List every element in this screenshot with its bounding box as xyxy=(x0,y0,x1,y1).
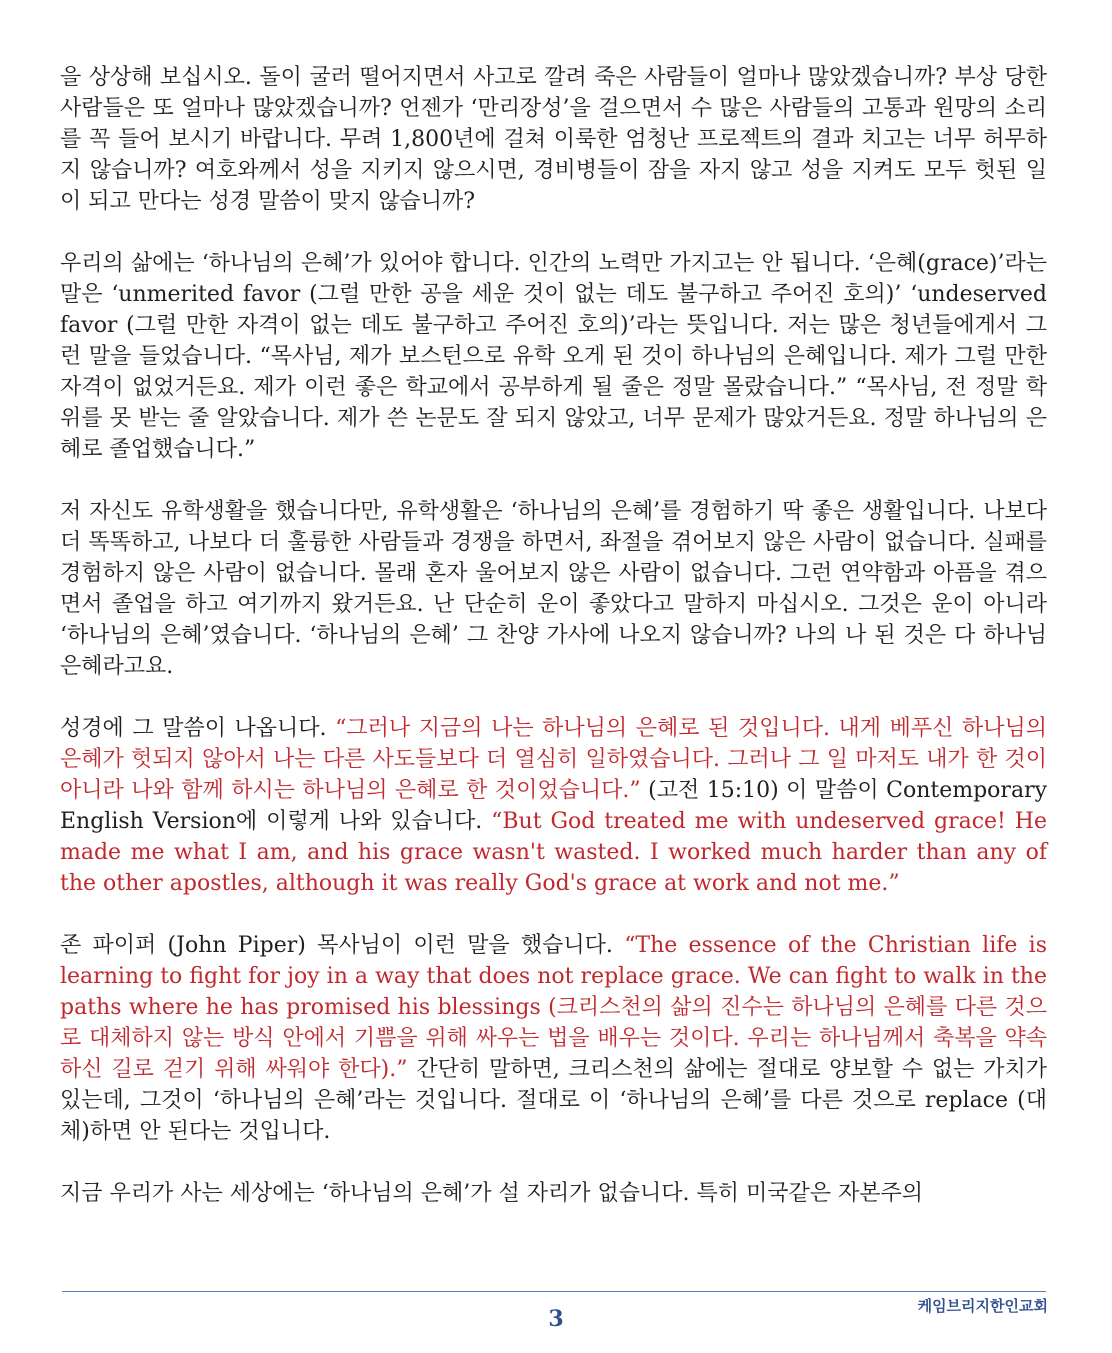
scripture-quote-korean: “그러나 지금의 나는 하나님의 은혜로 된 것입니다. 내게 베푸신 하나님의 은혜가 헛되지 않아서 나는 다른 사도들보다 더 열심히 일하였습니다. 그러나 그 일 마저도 내가 한 것이 아니라 나와 함께 하시는 하나님의 은혜로 한 것이었습니다.” xyxy=(60,716,1047,803)
text-segment: 성경에 그 말씀이 나옵니다. xyxy=(60,716,336,741)
text-segment: 우리의 삶에는 ‘하나님의 은혜’가 있어야 합니다. 인간의 노력만 가지고는 안 됩니다. ‘은혜(grace)’라는 말은 ‘unmerited favor (그럴 만한 공을 세운 것이 없는 데도 불구하고 주어진 호의)’ ‘undeserved favor (그럴 만한 자격이 없는 데도 불구하고 주어진 호의)’라는 뜻입니다. 저는 많은 청년들에게서 그런 말을 들었습니다. “목사님, 제가 보스턴으로 유학 오게 된 것이 하나님의 은혜입니다. 제가 그럴 만한 자격이 없었거든요. 제가 이런 좋은 학교에서 공부하게 될 줄은 정말 몰랐습니다.” “목사님, 전 정말 학위를 못 받는 줄 알았습니다. 제가 쓴 논문도 잘 되지 않았고, 너무 문제가 많았거든요. 정말 하나님의 은혜로 졸업했습니다.” xyxy=(60,251,1047,462)
text-segment: 지금 우리가 사는 세상에는 ‘하나님의 은혜’가 설 자리가 없습니다. 특히 미국같은 자본주의 xyxy=(60,1181,923,1206)
paragraph-6 xyxy=(60,1178,1047,1209)
text-segment: 을 상상해 보십시오. 돌이 굴러 떨어지면서 사고로 깔려 죽은 사람들이 얼마나 많았겠습니까? 부상 당한 사람들은 또 얼마나 많았겠습니까? 언젠가 ‘만리장성’을 걸으면서 수 많은 사람들의 고통과 원망의 소리를 꼭 들어 보시기 바랍니다. 무려 1,800년에 걸쳐 이룩한 엄청난 프로젝트의 결과 치고는 너무 허무하지 않습니까? 여호와께서 성을 지키지 않으시면, 경비병들이 잠을 자지 않고 성을 지켜도 모두 헛된 일이 되고 만다는 성경 말씀이 맞지 않습니까? xyxy=(60,65,1047,214)
text-segment: (고전 15:10) 이 말씀이 Contemporary English Version에 이렇게 나와 있습니다. xyxy=(60,778,1048,834)
paragraph-5 xyxy=(60,930,1047,1147)
scripture-quote-english: “But God treated me with undeserved grace! He made me what I am, and his grace wasn't wasted. I worked much harder than any of the other apostles, although it was really God's grace at work and not me.” xyxy=(60,809,1048,896)
text-segment: 저 자신도 유학생활을 했습니다만, 유학생활은 ‘하나님의 은혜’를 경험하기 딱 좋은 생활입니다. 나보다 더 똑똑하고, 나보다 더 훌륭한 사람들과 경쟁을 하면서, 좌절을 겪어보지 않은 사람이 없습니다. 실패를 경험하지 않은 사람이 없습니다. 몰래 혼자 울어보지 않은 사람이 없습니다. 그런 연약함과 아픔을 겪으면서 졸업을 하고 여기까지 왔거든요. 난 단순히 운이 좋았다고 말하지 마십시오. 그것은 운이 아니라 ‘하나님의 은혜’였습니다. ‘하나님의 은혜’ 그 찬양 가사에 나오지 않습니까? 나의 나 된 것은 다 하나님 은혜라고요. xyxy=(60,499,1047,679)
paragraph-2 xyxy=(60,248,1047,465)
piper-quote: “The essence of the Christian life is learning to fight for joy in a way that does not replace grace. We can fight to walk in the paths where he has promised his blessings (크리스천의 삶의 진수는 하나님의 은혜를 다른 것으로 대체하지 않는 방식 안에서 기쁨을 위해 싸우는 법을 배우는 것이다. 우리는 하나님께서 축복을 약속하신 길로 걷기 위해 싸워야 한다).” xyxy=(60,933,1048,1082)
text-segment: 존 파이퍼 (John Piper) 목사님이 이런 말을 했습니다. xyxy=(60,933,625,958)
text-segment: 간단히 말하면, 크리스천의 삶에는 절대로 양보할 수 없는 가치가 있는데, 그것이 ‘하나님의 은혜’라는 것입니다. 절대로 이 ‘하나님의 은혜’를 다른 것으로 replace (대체)하면 안 된다는 것입니다. xyxy=(60,1057,1047,1144)
paragraph-4 xyxy=(60,713,1047,899)
church-name: 케임브리지한인교회 xyxy=(917,1297,1048,1315)
body-text xyxy=(60,62,1047,1209)
footer-divider xyxy=(62,1291,1046,1292)
paragraph-3 xyxy=(60,496,1047,682)
page-number: 3 xyxy=(548,1306,564,1332)
paragraph-1 xyxy=(60,62,1047,217)
